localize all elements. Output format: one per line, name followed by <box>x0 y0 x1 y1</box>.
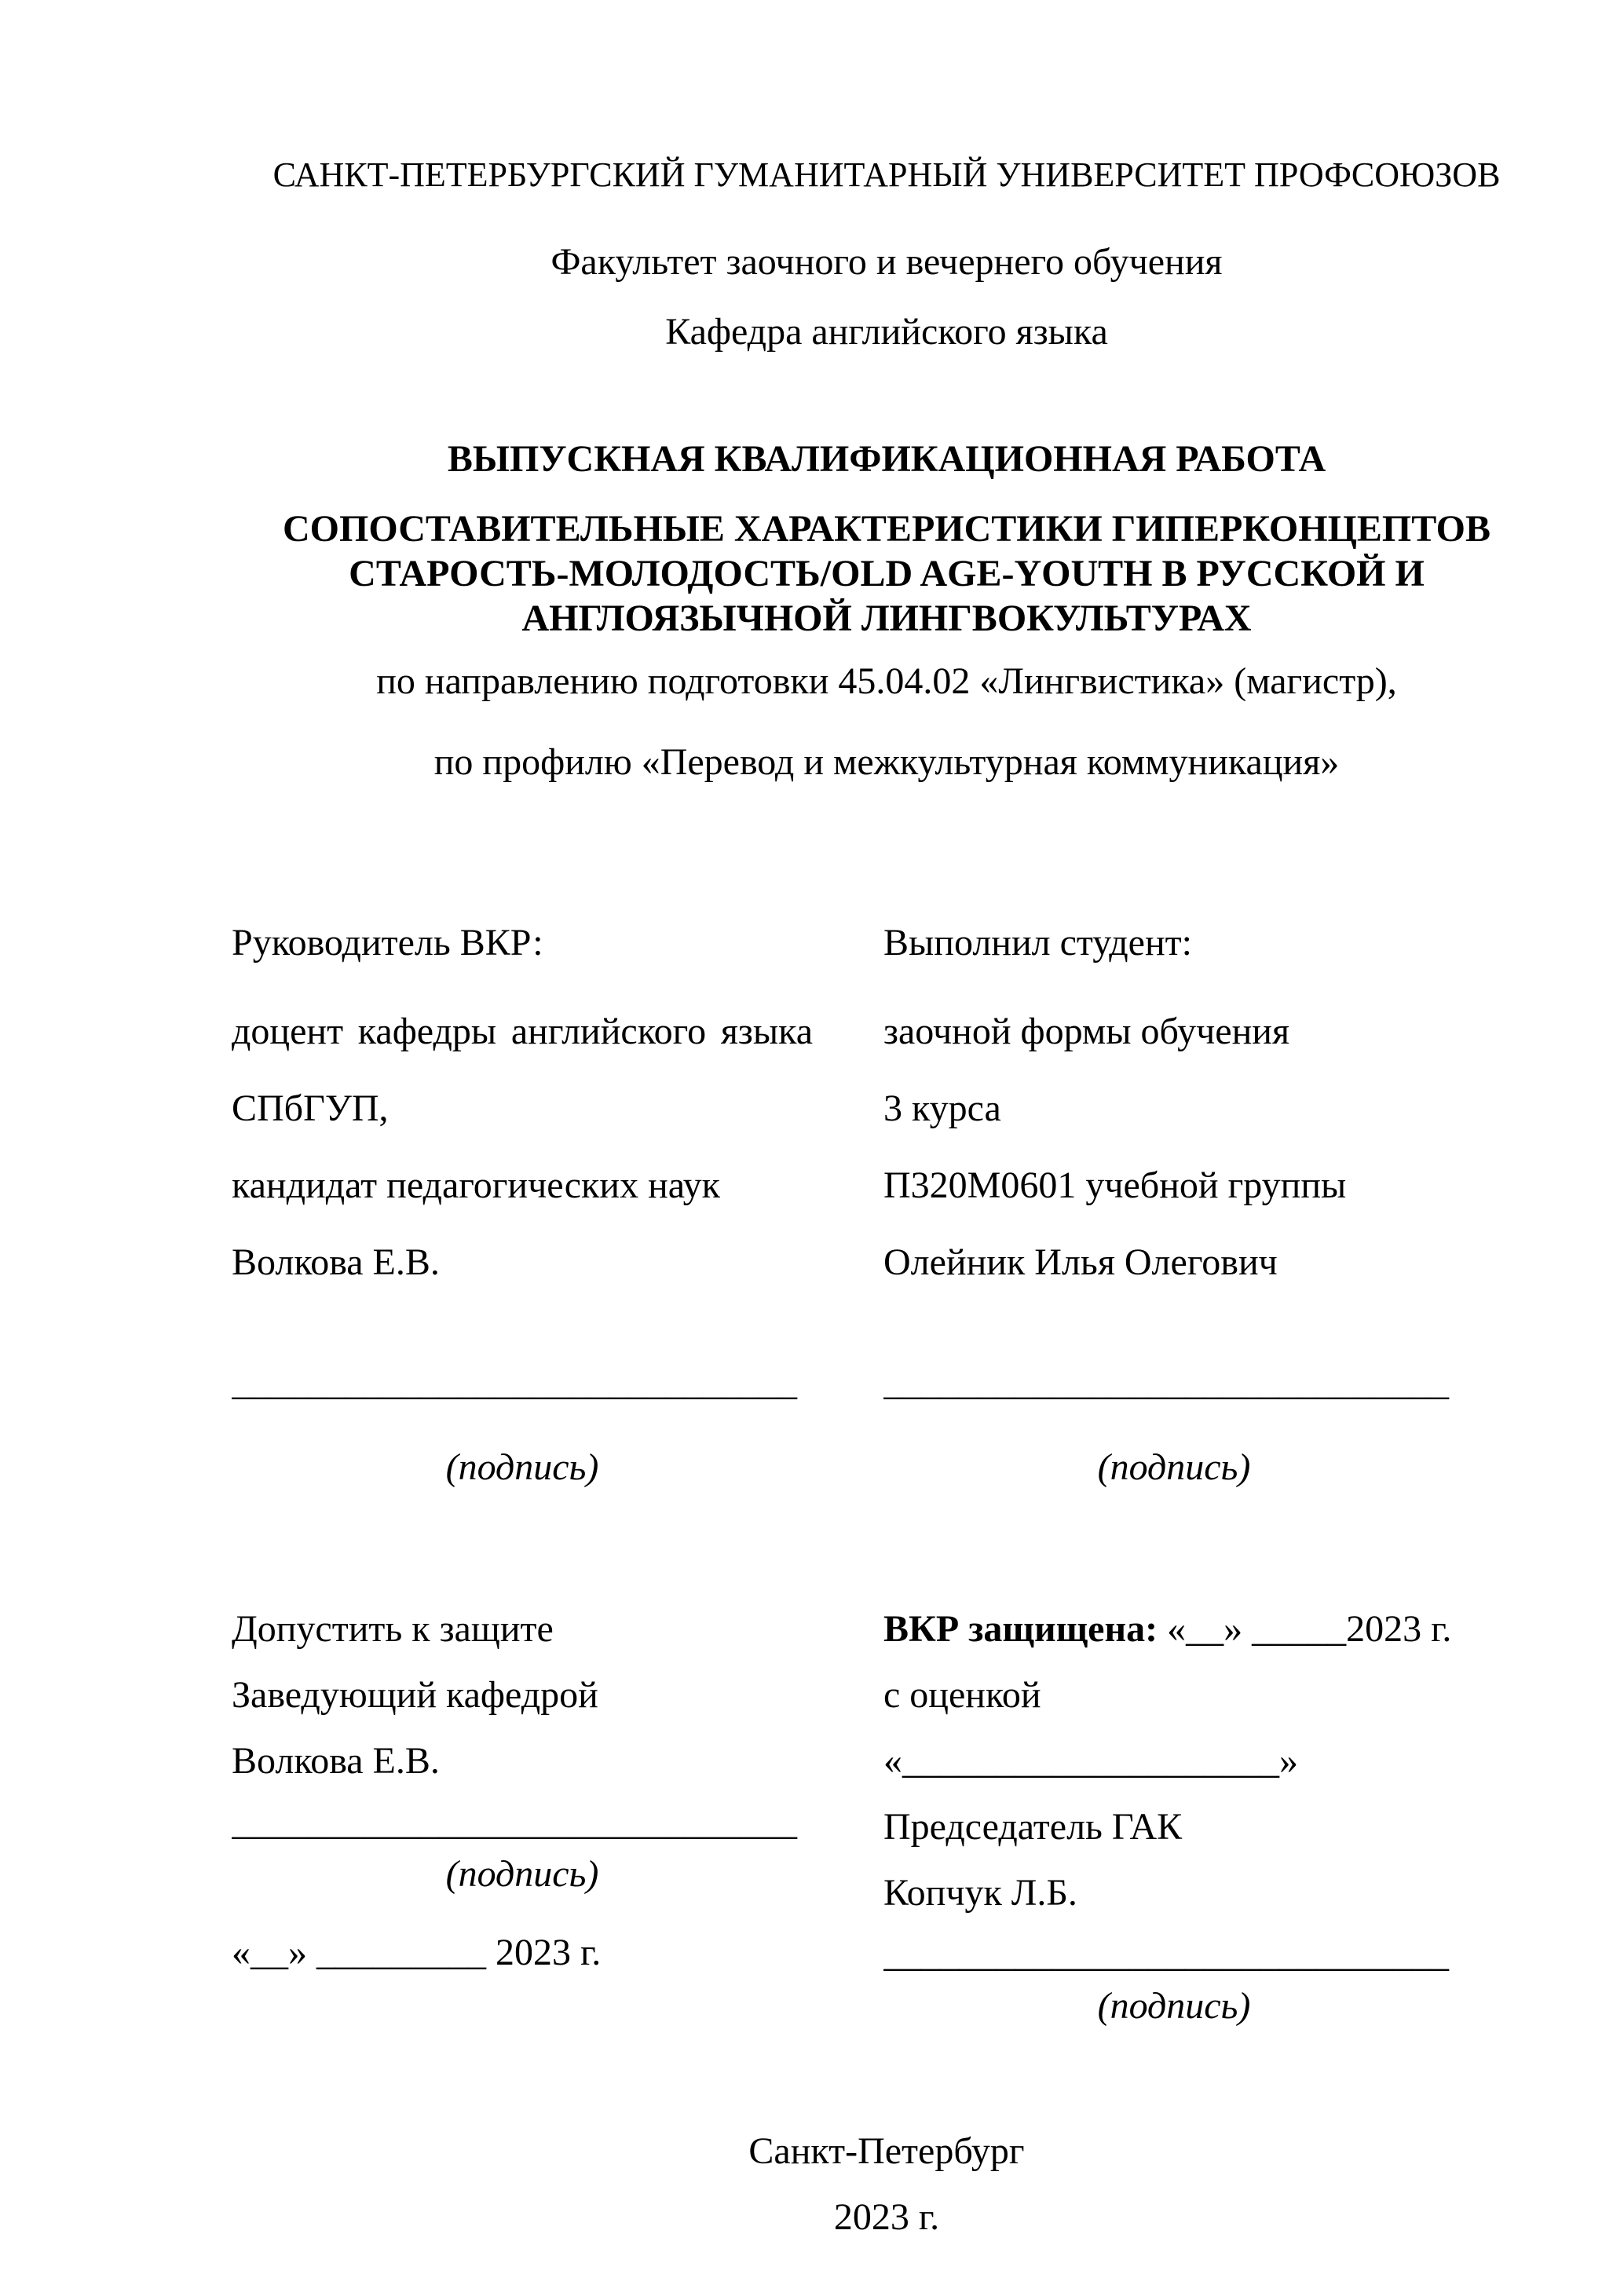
defense-label: ВКР защищена: <box>883 1608 1158 1650</box>
student-column <box>883 905 1465 2028</box>
student-group: П320М0601 учебной группы <box>883 1164 1347 1206</box>
supervisor-signature-caption: (подпись) <box>445 1446 599 1488</box>
supervisor-block <box>232 905 813 1506</box>
admission-line2: Заведующий кафедрой <box>232 1674 598 1716</box>
student-signature-caption: (подпись) <box>1097 1446 1251 1488</box>
student-name: Олейник Илья Олегович <box>883 1241 1278 1283</box>
supervisor-position: доцент кафедры английского языка СПбГУП, <box>232 1011 813 1129</box>
admission-name: Волкова Е.В. <box>232 1740 440 1782</box>
defense-date-rest: «__» _____2023 г. <box>1158 1608 1452 1650</box>
footer <box>232 2119 1542 2250</box>
defense-signature-caption: (подпись) <box>1097 1985 1251 2027</box>
student-course: 3 курса <box>883 1088 1001 1129</box>
footer-city: Санкт-Петербург <box>748 2130 1025 2172</box>
supervisor-heading: Руководитель ВКР: <box>232 922 543 963</box>
thesis-title: СОПОСТАВИТЕЛЬНЫЕ ХАРАКТЕРИСТИКИ ГИПЕРКОНЦЕПТОВ СТАРОСТЬ-МОЛОДОСТЬ/OLD AGE-YOUTH В РУССКОЙ И АНГЛОЯЗЫЧНОЙ ЛИНГВОКУЛЬТУРАХ <box>282 508 1490 639</box>
program-line: по направлению подготовки 45.04.02 «Лингвистика» (магистр), <box>376 660 1397 702</box>
admission-signature-line: ______________________________ <box>232 1801 797 1843</box>
admission-signature-caption: (подпись) <box>445 1853 599 1895</box>
defense-chairman-name: Копчук Л.Б. <box>883 1872 1077 1914</box>
profile-line: по профилю «Перевод и межкультурная коммуникация» <box>433 741 1340 783</box>
admission-block <box>232 1596 813 1986</box>
defense-chairman-title: Председатель ГАК <box>883 1806 1183 1848</box>
supervisor-column <box>232 905 813 1986</box>
supervisor-degree: кандидат педагогических наук <box>232 1164 720 1206</box>
student-study-form: заочной формы обучения <box>883 1011 1290 1052</box>
supervisor-signature-line: ______________________________ <box>232 1362 797 1403</box>
admission-date-line: «__» _________ 2023 г. <box>232 1932 602 1973</box>
defense-date-line <box>883 1596 1465 1662</box>
work-type-heading: ВЫПУСКНАЯ КВАЛИФИКАЦИОННАЯ РАБОТА <box>447 438 1326 480</box>
student-heading: Выполнил студент: <box>883 922 1192 963</box>
signatories-columns <box>232 905 1542 2028</box>
defense-block <box>883 1596 1465 2028</box>
footer-year: 2023 г. <box>833 2196 940 2238</box>
admission-line1: Допустить к защите <box>232 1608 554 1650</box>
faculty-name: Факультет заочного и вечернего обучения <box>550 241 1223 283</box>
defense-grade-line: с оценкой «____________________» <box>883 1674 1298 1782</box>
university-name: САНКТ-ПЕТЕРБУРГСКИЙ ГУМАНИТАРНЫЙ УНИВЕРСИТЕТ ПРОФСОЮЗОВ <box>272 155 1501 194</box>
defense-signature-line: ______________________________ <box>883 1933 1449 1975</box>
supervisor-name: Волкова Е.В. <box>232 1241 440 1283</box>
department-name: Кафедра английского языка <box>665 311 1108 353</box>
student-signature-line: ______________________________ <box>883 1362 1449 1403</box>
student-block <box>883 905 1465 1506</box>
